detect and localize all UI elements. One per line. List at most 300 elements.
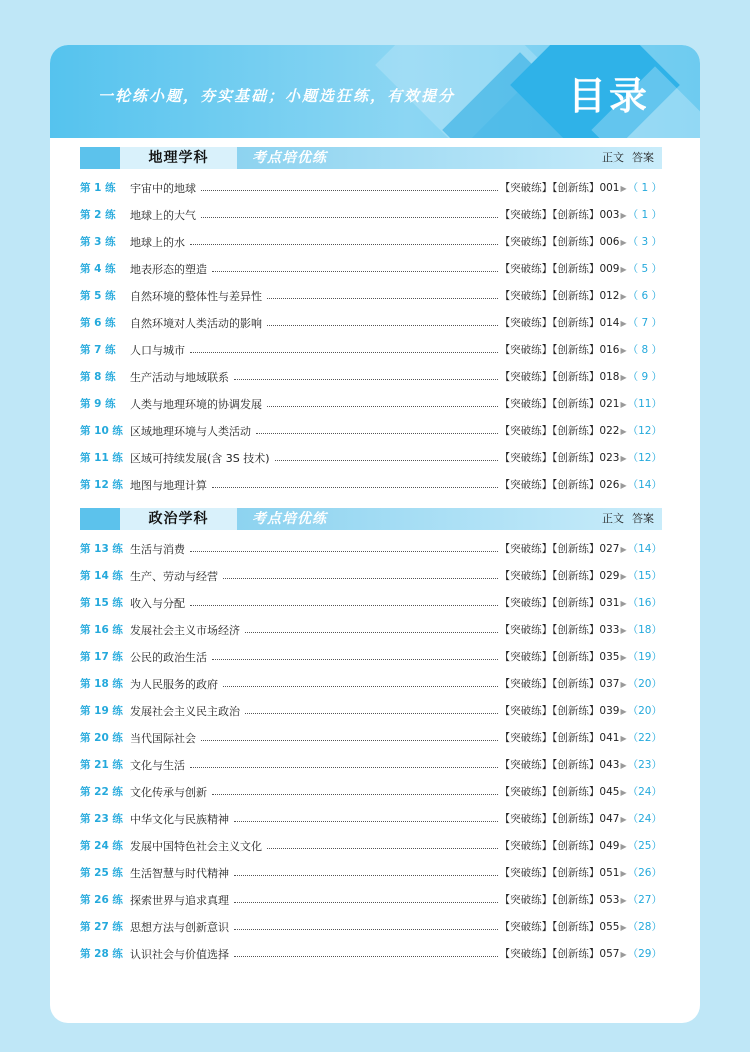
entry-title: 文化传承与创新	[130, 785, 207, 799]
entry-pages	[500, 288, 662, 303]
label-breakthrough: 【突破练】	[499, 813, 553, 825]
entry-page: 055	[599, 921, 620, 933]
entry-number: 第 23 练	[80, 813, 123, 825]
toc-entry[interactable]	[80, 643, 662, 670]
toc-entry[interactable]	[80, 282, 662, 309]
entry-answer-page: （16）	[627, 597, 662, 609]
label-breakthrough: 【突破练】	[499, 759, 553, 771]
entry-number: 第 19 练	[80, 705, 123, 717]
entry-pages	[500, 568, 662, 583]
section-subject: 政治学科	[120, 508, 237, 530]
entry-page: 053	[599, 894, 620, 906]
entry-answer-page: （23）	[627, 759, 662, 771]
label-innovation: 【创新练】	[552, 263, 600, 275]
entry-title: 文化与生活	[130, 758, 185, 772]
arrow-icon: ▶	[620, 373, 627, 382]
entry-pages	[500, 595, 662, 610]
column-main: 正文	[602, 151, 624, 164]
slogan: 一轮练小题，夯实基础；小题选狂练，有效提分	[98, 87, 456, 105]
entry-answer-page: （28）	[627, 921, 662, 933]
entry-title: 生产活动与地域联系	[130, 370, 229, 384]
entry-pages	[500, 703, 662, 718]
entry-answer-page: （ 5 ）	[627, 263, 662, 275]
entry-title: 生活与消费	[130, 542, 185, 556]
entry-page: 035	[599, 651, 620, 663]
label-breakthrough: 【突破练】	[499, 182, 553, 194]
label-breakthrough: 【突破练】	[499, 263, 553, 275]
entry-title: 地图与地理计算	[130, 478, 207, 492]
arrow-icon: ▶	[620, 319, 627, 328]
dot-leader	[190, 767, 498, 768]
arrow-icon: ▶	[620, 626, 627, 635]
label-breakthrough: 【突破练】	[499, 921, 553, 933]
entry-number: 第 13 练	[80, 543, 123, 555]
entry-pages	[500, 892, 662, 907]
entry-number: 第 1 练	[80, 182, 116, 194]
toc-entry[interactable]	[80, 390, 662, 417]
entry-answer-page: （14）	[627, 543, 662, 555]
label-innovation: 【创新练】	[552, 894, 600, 906]
entry-answer-page: （12）	[627, 452, 662, 464]
dot-leader	[212, 271, 498, 272]
dot-leader	[245, 632, 498, 633]
label-innovation: 【创新练】	[552, 597, 600, 609]
entry-answer-page: （ 8 ）	[627, 344, 662, 356]
entry-title: 公民的政治生活	[130, 650, 207, 664]
label-breakthrough: 【突破练】	[499, 840, 553, 852]
entry-pages	[500, 622, 662, 637]
entry-title: 当代国际社会	[130, 731, 196, 745]
label-innovation: 【创新练】	[552, 452, 600, 464]
entry-answer-page: （ 3 ）	[627, 236, 662, 248]
entry-title: 地表形态的塑造	[130, 262, 207, 276]
toc-entry[interactable]	[80, 751, 662, 778]
label-innovation: 【创新练】	[552, 624, 600, 636]
toc-entry[interactable]	[80, 724, 662, 751]
label-innovation: 【创新练】	[552, 705, 600, 717]
arrow-icon: ▶	[620, 265, 627, 274]
label-innovation: 【创新练】	[552, 759, 600, 771]
entry-pages	[500, 369, 662, 384]
entry-pages	[500, 838, 662, 853]
entry-number: 第 14 练	[80, 570, 123, 582]
entry-page: 057	[599, 948, 620, 960]
toc-entry[interactable]	[80, 616, 662, 643]
page-title: 目录	[568, 74, 651, 118]
entry-pages	[500, 649, 662, 664]
toc-entry[interactable]	[80, 363, 662, 390]
label-breakthrough: 【突破练】	[499, 705, 553, 717]
column-answer: 答案	[632, 151, 654, 164]
arrow-icon: ▶	[620, 599, 627, 608]
entry-page: 049	[599, 840, 620, 852]
label-breakthrough: 【突破练】	[499, 732, 553, 744]
entry-page: 047	[599, 813, 620, 825]
entry-answer-page: （25）	[627, 840, 662, 852]
entry-title: 探索世界与追求真理	[130, 893, 229, 907]
label-breakthrough: 【突破练】	[499, 290, 553, 302]
label-breakthrough: 【突破练】	[499, 317, 553, 329]
label-breakthrough: 【突破练】	[499, 479, 553, 491]
entry-answer-page: （24）	[627, 813, 662, 825]
dot-leader	[212, 659, 498, 660]
arrow-icon: ▶	[620, 707, 627, 716]
entry-number: 第 12 练	[80, 479, 123, 491]
label-breakthrough: 【突破练】	[499, 209, 553, 221]
arrow-icon: ▶	[620, 211, 627, 220]
toc-entry[interactable]	[80, 589, 662, 616]
entry-pages	[500, 757, 662, 772]
dot-leader	[201, 190, 498, 191]
entry-answer-page: （20）	[627, 705, 662, 717]
entry-number: 第 7 练	[80, 344, 116, 356]
entry-answer-page: （20）	[627, 678, 662, 690]
entry-title: 生产、劳动与经营	[130, 569, 218, 583]
entry-answer-page: （ 7 ）	[627, 317, 662, 329]
arrow-icon: ▶	[620, 950, 627, 959]
toc-entry[interactable]	[80, 670, 662, 697]
dot-leader	[212, 487, 498, 488]
arrow-icon: ▶	[620, 734, 627, 743]
entry-number: 第 15 练	[80, 597, 123, 609]
label-breakthrough: 【突破练】	[499, 624, 553, 636]
entry-title: 人口与城市	[130, 343, 185, 357]
entry-pages	[500, 207, 662, 222]
section-header	[80, 508, 662, 530]
entry-page: 001	[599, 182, 620, 194]
label-innovation: 【创新练】	[552, 182, 600, 194]
entry-number: 第 2 练	[80, 209, 116, 221]
column-answer: 答案	[632, 512, 654, 525]
entry-answer-page: （ 9 ）	[627, 371, 662, 383]
entry-page: 003	[599, 209, 620, 221]
entry-number: 第 22 练	[80, 786, 123, 798]
arrow-icon: ▶	[620, 761, 627, 770]
dot-leader	[256, 433, 498, 434]
toc-entry[interactable]	[80, 913, 662, 940]
entry-number: 第 21 练	[80, 759, 123, 771]
arrow-icon: ▶	[620, 788, 627, 797]
arrow-icon: ▶	[620, 815, 627, 824]
arrow-icon: ▶	[620, 572, 627, 581]
entry-answer-page: （14）	[627, 479, 662, 491]
toc-entry[interactable]	[80, 535, 662, 562]
toc-entry[interactable]	[80, 805, 662, 832]
dot-leader	[223, 578, 498, 579]
arrow-icon: ▶	[620, 454, 627, 463]
section-bar	[80, 147, 120, 169]
toc-entry[interactable]	[80, 417, 662, 444]
label-breakthrough: 【突破练】	[499, 344, 553, 356]
arrow-icon: ▶	[620, 653, 627, 662]
dot-leader	[267, 406, 498, 407]
entry-title: 宇宙中的地球	[130, 181, 196, 195]
dot-leader	[190, 551, 498, 552]
entry-answer-page: （26）	[627, 867, 662, 879]
entry-answer-page: （19）	[627, 651, 662, 663]
arrow-icon: ▶	[620, 400, 627, 409]
entry-title: 收入与分配	[130, 596, 185, 610]
section-subject: 地理学科	[120, 147, 237, 169]
entry-page: 031	[599, 597, 620, 609]
entry-title: 地球上的水	[130, 235, 185, 249]
entry-number: 第 10 练	[80, 425, 123, 437]
label-breakthrough: 【突破练】	[499, 651, 553, 663]
column-main: 正文	[602, 512, 624, 525]
dot-leader	[201, 217, 498, 218]
entry-page: 016	[599, 344, 620, 356]
entry-page: 033	[599, 624, 620, 636]
label-innovation: 【创新练】	[552, 786, 600, 798]
entry-page: 037	[599, 678, 620, 690]
label-innovation: 【创新练】	[552, 398, 600, 410]
dot-leader	[267, 325, 498, 326]
dot-leader	[234, 929, 498, 930]
label-innovation: 【创新练】	[552, 732, 600, 744]
entry-page: 014	[599, 317, 620, 329]
entry-pages	[500, 396, 662, 411]
entry-number: 第 4 练	[80, 263, 116, 275]
dot-leader	[234, 902, 498, 903]
entry-pages	[500, 315, 662, 330]
entry-pages	[500, 477, 662, 492]
entry-pages	[500, 261, 662, 276]
entry-pages	[500, 865, 662, 880]
column-headers	[594, 508, 654, 530]
entry-page: 043	[599, 759, 620, 771]
dot-leader	[234, 875, 498, 876]
label-breakthrough: 【突破练】	[499, 570, 553, 582]
dot-leader	[275, 460, 498, 461]
entry-pages	[500, 450, 662, 465]
entry-number: 第 5 练	[80, 290, 116, 302]
entry-title: 区域可持续发展(含 3S 技术)	[130, 451, 270, 465]
label-innovation: 【创新练】	[552, 867, 600, 879]
toc-entry[interactable]	[80, 201, 662, 228]
label-innovation: 【创新练】	[552, 651, 600, 663]
dot-leader	[267, 848, 498, 849]
entry-page: 026	[599, 479, 620, 491]
entry-title: 中华文化与民族精神	[130, 812, 229, 826]
section-tagline: 考点培优练	[252, 511, 327, 527]
entry-page: 021	[599, 398, 620, 410]
arrow-icon: ▶	[620, 680, 627, 689]
entry-pages	[500, 342, 662, 357]
entry-title: 地球上的大气	[130, 208, 196, 222]
entry-pages	[500, 946, 662, 961]
arrow-icon: ▶	[620, 869, 627, 878]
label-breakthrough: 【突破练】	[499, 678, 553, 690]
arrow-icon: ▶	[620, 842, 627, 851]
entry-number: 第 9 练	[80, 398, 116, 410]
dot-leader	[234, 821, 498, 822]
label-innovation: 【创新练】	[552, 425, 600, 437]
toc-entry[interactable]	[80, 336, 662, 363]
entry-answer-page: （12）	[627, 425, 662, 437]
label-breakthrough: 【突破练】	[499, 398, 553, 410]
label-breakthrough: 【突破练】	[499, 452, 553, 464]
label-innovation: 【创新练】	[552, 290, 600, 302]
toc-entry[interactable]	[80, 778, 662, 805]
entry-number: 第 26 练	[80, 894, 123, 906]
label-breakthrough: 【突破练】	[499, 597, 553, 609]
label-innovation: 【创新练】	[552, 921, 600, 933]
toc-entry[interactable]	[80, 940, 662, 967]
toc-page	[50, 45, 700, 1023]
section-politics	[80, 508, 662, 967]
entry-page: 039	[599, 705, 620, 717]
toc-entry[interactable]	[80, 309, 662, 336]
entry-number: 第 8 练	[80, 371, 116, 383]
dot-leader	[234, 379, 498, 380]
label-breakthrough: 【突破练】	[499, 425, 553, 437]
label-breakthrough: 【突破练】	[499, 948, 553, 960]
toc-entry[interactable]	[80, 174, 662, 201]
entry-pages	[500, 423, 662, 438]
entry-page: 029	[599, 570, 620, 582]
label-breakthrough: 【突破练】	[499, 371, 553, 383]
entry-answer-page: （22）	[627, 732, 662, 744]
entry-number: 第 24 练	[80, 840, 123, 852]
entry-answer-page: （15）	[627, 570, 662, 582]
entry-number: 第 6 练	[80, 317, 116, 329]
section-header	[80, 147, 662, 169]
entry-page: 045	[599, 786, 620, 798]
dot-leader	[234, 956, 498, 957]
entry-page: 018	[599, 371, 620, 383]
arrow-icon: ▶	[620, 923, 627, 932]
section-tagline: 考点培优练	[252, 150, 327, 166]
toc-entry[interactable]	[80, 444, 662, 471]
arrow-icon: ▶	[620, 427, 627, 436]
label-innovation: 【创新练】	[552, 236, 600, 248]
entry-title: 思想方法与创新意识	[130, 920, 229, 934]
arrow-icon: ▶	[620, 238, 627, 247]
label-innovation: 【创新练】	[552, 570, 600, 582]
dot-leader	[190, 352, 498, 353]
entry-number: 第 27 练	[80, 921, 123, 933]
dot-leader	[201, 740, 498, 741]
arrow-icon: ▶	[620, 545, 627, 554]
entry-answer-page: （27）	[627, 894, 662, 906]
entry-pages	[500, 676, 662, 691]
label-innovation: 【创新练】	[552, 479, 600, 491]
section-bar	[80, 508, 120, 530]
entry-page: 023	[599, 452, 620, 464]
arrow-icon: ▶	[620, 346, 627, 355]
entry-answer-page: （24）	[627, 786, 662, 798]
entry-title: 区域地理环境与人类活动	[130, 424, 251, 438]
entry-page: 012	[599, 290, 620, 302]
header-banner	[50, 45, 700, 138]
column-headers	[594, 147, 654, 169]
entry-number: 第 28 练	[80, 948, 123, 960]
entry-number: 第 18 练	[80, 678, 123, 690]
toc-entry[interactable]	[80, 859, 662, 886]
label-breakthrough: 【突破练】	[499, 236, 553, 248]
label-innovation: 【创新练】	[552, 813, 600, 825]
entry-number: 第 25 练	[80, 867, 123, 879]
entry-number: 第 3 练	[80, 236, 116, 248]
arrow-icon: ▶	[620, 292, 627, 301]
entry-title: 认识社会与价值选择	[130, 947, 229, 961]
toc-entry[interactable]	[80, 886, 662, 913]
entry-title: 发展社会主义市场经济	[130, 623, 240, 637]
entry-title: 发展中国特色社会主义文化	[130, 839, 262, 853]
toc-entry[interactable]	[80, 255, 662, 282]
label-innovation: 【创新练】	[552, 209, 600, 221]
section-geography	[80, 147, 662, 498]
entry-answer-page: （29）	[627, 948, 662, 960]
label-breakthrough: 【突破练】	[499, 867, 553, 879]
entry-title: 生活智慧与时代精神	[130, 866, 229, 880]
entry-number: 第 16 练	[80, 624, 123, 636]
label-breakthrough: 【突破练】	[499, 894, 553, 906]
entry-title: 自然环境的整体性与差异性	[130, 289, 262, 303]
entry-title: 自然环境对人类活动的影响	[130, 316, 262, 330]
entry-number: 第 17 练	[80, 651, 123, 663]
entry-page: 041	[599, 732, 620, 744]
entry-pages	[500, 180, 662, 195]
entry-answer-page: （ 1 ）	[627, 182, 662, 194]
label-innovation: 【创新练】	[552, 840, 600, 852]
dot-leader	[190, 244, 498, 245]
arrow-icon: ▶	[620, 184, 627, 193]
dot-leader	[245, 713, 498, 714]
entry-page: 022	[599, 425, 620, 437]
entry-answer-page: （ 6 ）	[627, 290, 662, 302]
entry-page: 027	[599, 543, 620, 555]
label-innovation: 【创新练】	[552, 317, 600, 329]
entry-pages	[500, 234, 662, 249]
entry-title: 人类与地理环境的协调发展	[130, 397, 262, 411]
arrow-icon: ▶	[620, 481, 627, 490]
label-innovation: 【创新练】	[552, 948, 600, 960]
entry-pages	[500, 811, 662, 826]
dot-leader	[223, 686, 498, 687]
label-innovation: 【创新练】	[552, 371, 600, 383]
entry-answer-page: （11）	[627, 398, 662, 410]
dot-leader	[190, 605, 498, 606]
entry-page: 006	[599, 236, 620, 248]
label-innovation: 【创新练】	[552, 678, 600, 690]
toc-entry[interactable]	[80, 471, 662, 498]
entry-number: 第 11 练	[80, 452, 123, 464]
entry-page: 009	[599, 263, 620, 275]
arrow-icon: ▶	[620, 896, 627, 905]
label-breakthrough: 【突破练】	[499, 786, 553, 798]
toc-entry[interactable]	[80, 832, 662, 859]
entry-title: 为人民服务的政府	[130, 677, 218, 691]
toc-entry[interactable]	[80, 562, 662, 589]
label-breakthrough: 【突破练】	[499, 543, 553, 555]
entry-page: 051	[599, 867, 620, 879]
entry-number: 第 20 练	[80, 732, 123, 744]
label-innovation: 【创新练】	[552, 344, 600, 356]
entry-pages	[500, 730, 662, 745]
entry-pages	[500, 919, 662, 934]
entry-title: 发展社会主义民主政治	[130, 704, 240, 718]
toc-entry[interactable]	[80, 228, 662, 255]
entry-pages	[500, 784, 662, 799]
entry-pages	[500, 541, 662, 556]
dot-leader	[267, 298, 498, 299]
label-innovation: 【创新练】	[552, 543, 600, 555]
dot-leader	[212, 794, 498, 795]
toc-entry[interactable]	[80, 697, 662, 724]
entry-answer-page: （18）	[627, 624, 662, 636]
entry-answer-page: （ 1 ）	[627, 209, 662, 221]
